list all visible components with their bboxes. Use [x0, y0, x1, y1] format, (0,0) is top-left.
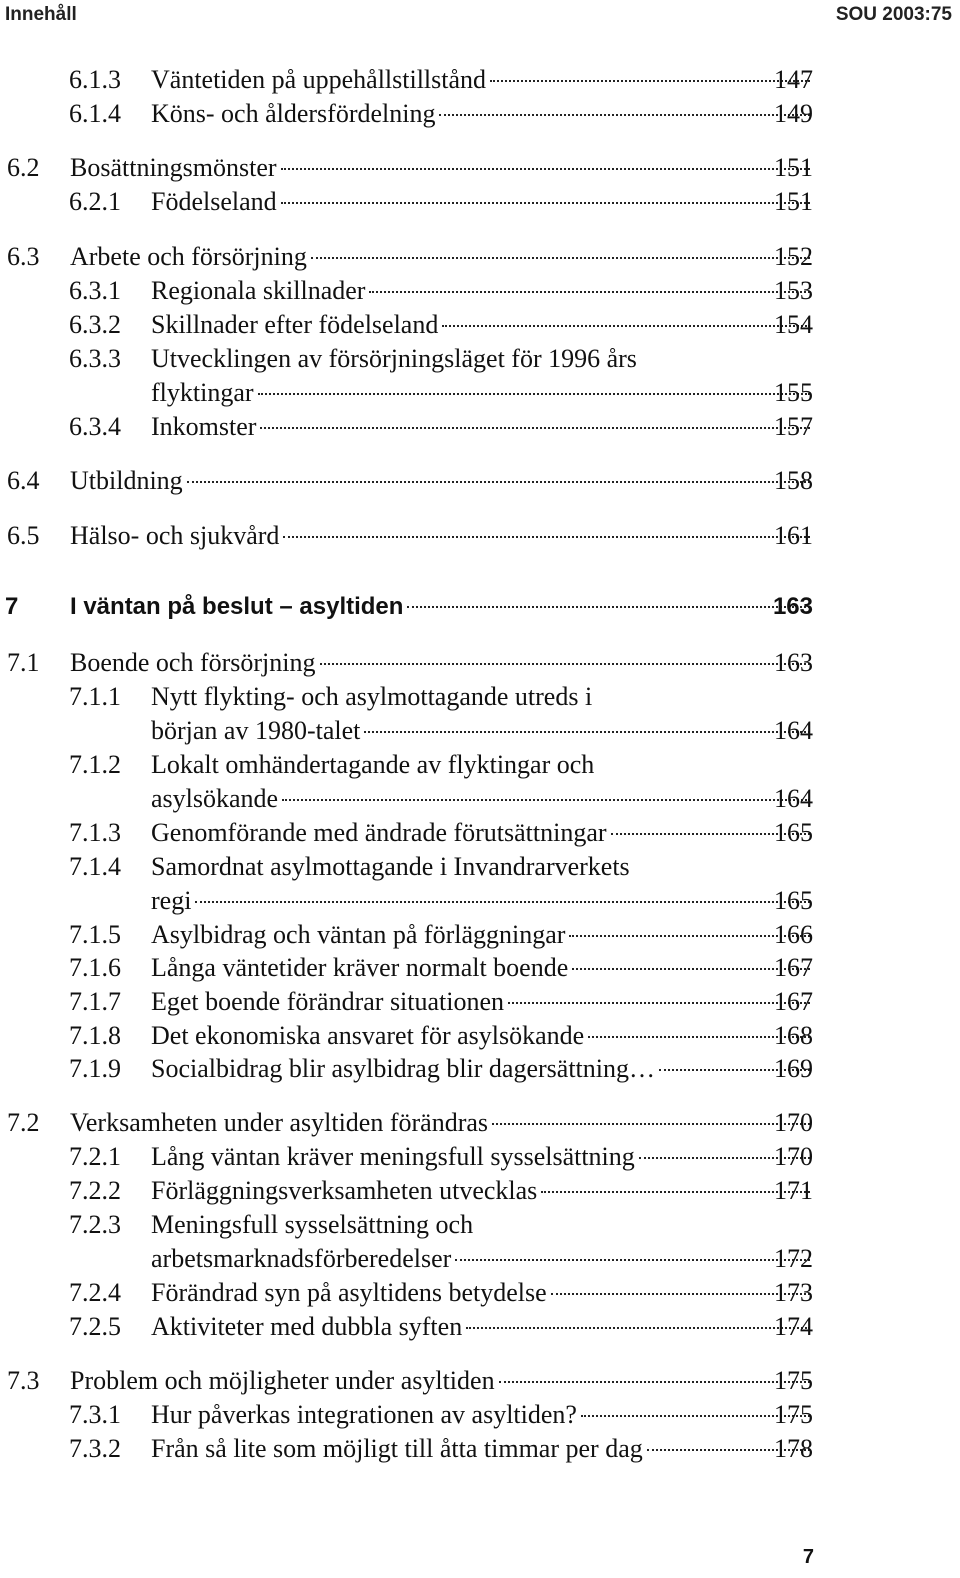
toc-entry-title: Utbildning	[70, 466, 183, 495]
toc-entry-title: Lokalt omhändertagande av flyktingar och	[151, 750, 595, 779]
toc-entry[interactable]	[0, 1208, 960, 1242]
toc-entry-page: 163	[772, 593, 813, 620]
toc-entry-page: 164	[774, 716, 813, 745]
toc-entry-page: 157	[774, 412, 813, 441]
toc-entry-page: 170	[774, 1108, 813, 1137]
toc-entry-title: Samordnat asylmottagande i Invandrarverkets	[151, 852, 630, 881]
toc-entry-number: 7.3	[7, 1366, 40, 1395]
toc-entry-page: 178	[774, 1434, 813, 1463]
toc-entry[interactable]	[0, 97, 960, 131]
toc-entry[interactable]	[0, 410, 960, 444]
toc-entry[interactable]	[0, 1310, 960, 1344]
toc-entry[interactable]	[0, 376, 960, 410]
toc-entry[interactable]	[0, 308, 960, 342]
toc-entry[interactable]	[0, 519, 960, 553]
toc-entry-number: 7.2.2	[69, 1176, 121, 1205]
dot-leader	[364, 731, 810, 733]
dot-leader	[282, 799, 810, 801]
toc-entry-page: 167	[774, 987, 813, 1016]
toc-entry-title: asylsökande	[151, 784, 279, 813]
toc-entry[interactable]	[0, 1242, 960, 1276]
toc-entry[interactable]	[0, 342, 960, 376]
toc-entry-page: 153	[774, 276, 813, 305]
toc-entry[interactable]	[0, 782, 960, 816]
toc-entry-page: 152	[774, 242, 813, 271]
toc-entry-title: Från så lite som möjligt till åtta timmar per dag	[151, 1434, 643, 1463]
toc-entry-page: 151	[774, 153, 813, 182]
toc-entry-page: 155	[774, 378, 813, 407]
toc-entry-page: 149	[774, 99, 813, 128]
toc-entry-title: Regionala skillnader	[151, 276, 366, 305]
toc-entry[interactable]	[0, 274, 960, 308]
toc-entry-number: 7.1.4	[69, 852, 121, 881]
toc-entry-title: Hur påverkas integrationen av asyltiden?	[151, 1400, 577, 1429]
running-header-section: Innehåll	[5, 4, 77, 25]
dot-leader	[187, 481, 810, 483]
toc-entry-number: 7.2	[7, 1108, 40, 1137]
toc-entry[interactable]	[0, 1398, 960, 1432]
toc-entry[interactable]	[0, 918, 960, 952]
toc-entry-number: 6.3.3	[69, 344, 121, 373]
toc-entry-title: Nytt flykting- och asylmottagande utreds i	[151, 682, 593, 711]
toc-entry[interactable]	[0, 748, 960, 782]
toc-entry[interactable]	[0, 1106, 960, 1140]
toc-entry-number: 6.1.4	[69, 99, 121, 128]
toc-entry[interactable]	[0, 240, 960, 274]
toc-entry-page: 169	[774, 1054, 813, 1083]
toc-entry-title: Socialbidrag blir asylbidrag blir dagersättning…	[151, 1054, 655, 1083]
toc-entry[interactable]	[0, 151, 960, 185]
toc-entry[interactable]	[0, 985, 960, 1019]
toc-entry[interactable]	[0, 185, 960, 219]
toc-entry-title: Köns- och åldersfördelning	[151, 99, 436, 128]
toc-entry-title: Arbete och försörjning	[70, 242, 307, 271]
toc-entry-title: Aktiviteter med dubbla syften	[151, 1312, 463, 1341]
toc-entry[interactable]	[0, 464, 960, 498]
toc-entry-title: Eget boende förändrar situationen	[151, 987, 505, 1016]
toc-entry[interactable]	[0, 1276, 960, 1310]
toc-entry-page: 165	[774, 818, 813, 847]
toc-entry-page: 161	[774, 521, 813, 550]
toc-entry-number: 6.1.3	[69, 65, 121, 94]
toc-entry-title: Lång väntan kräver meningsfull sysselsättning	[151, 1142, 635, 1171]
toc-entry-number: 7	[5, 593, 19, 620]
toc-entry-number: 6.2	[7, 153, 40, 182]
toc-entry-title: Skillnader efter födelseland	[151, 310, 439, 339]
toc-entry-title: Verksamheten under asyltiden förändras	[70, 1108, 489, 1137]
toc-entry-title: Förändrad syn på asyltidens betydelse	[151, 1278, 547, 1307]
toc-entry-number: 6.3.2	[69, 310, 121, 339]
toc-entry-title: arbetsmarknadsförberedelser	[151, 1244, 452, 1273]
toc-entry-number: 7.1.1	[69, 682, 121, 711]
toc-entry-number: 7.2.1	[69, 1142, 121, 1171]
toc-entry-page: 175	[774, 1400, 813, 1429]
toc-entry[interactable]	[0, 1174, 960, 1208]
toc-entry[interactable]	[0, 646, 960, 680]
toc-entry-page: 172	[774, 1244, 813, 1273]
toc-entry-number: 7.1	[7, 648, 40, 677]
toc-entry[interactable]	[0, 1140, 960, 1174]
toc-entry[interactable]	[0, 884, 960, 918]
toc-entry-title: I väntan på beslut – asyltiden	[70, 593, 404, 620]
dot-leader	[407, 606, 810, 608]
toc-entry[interactable]	[0, 816, 960, 850]
dot-leader	[258, 393, 810, 395]
toc-entry-title: Asylbidrag och väntan på förläggningar	[151, 920, 566, 949]
toc-entry-title: Genomförande med ändrade förutsättningar	[151, 818, 607, 847]
dot-leader	[195, 901, 810, 903]
toc-entry[interactable]	[0, 1432, 960, 1466]
toc-entry[interactable]	[0, 1052, 960, 1086]
toc-entry-title: Inkomster	[151, 412, 257, 441]
toc-entry[interactable]	[0, 63, 960, 97]
toc-entry-page: 170	[774, 1142, 813, 1171]
toc-entry-number: 7.2.3	[69, 1210, 121, 1239]
toc-entry-number: 7.3.1	[69, 1400, 121, 1429]
dot-leader	[281, 202, 810, 204]
dot-leader	[281, 168, 810, 170]
toc-entry-number: 7.3.2	[69, 1434, 121, 1463]
toc-entry-page: 151	[774, 187, 813, 216]
toc-entry-page: 167	[774, 953, 813, 982]
dot-leader	[320, 663, 810, 665]
toc-entry-page: 154	[774, 310, 813, 339]
toc-chapter-entry[interactable]	[0, 590, 960, 624]
toc-entry-number: 6.3.4	[69, 412, 121, 441]
toc-entry-title: Meningsfull sysselsättning och	[151, 1210, 474, 1239]
toc-entry-number: 7.1.2	[69, 750, 121, 779]
toc-entry-page: 164	[774, 784, 813, 813]
toc-entry-title: Förläggningsverksamheten utvecklas	[151, 1176, 538, 1205]
dot-leader	[260, 427, 810, 429]
toc-entry-page: 171	[774, 1176, 813, 1205]
dot-leader	[492, 1123, 810, 1125]
dot-leader	[508, 1002, 810, 1004]
toc-entry-title: Problem och möjligheter under asyltiden	[70, 1366, 495, 1395]
toc-entry-number: 6.2.1	[69, 187, 121, 216]
dot-leader	[490, 80, 810, 82]
toc-entry-title: Födelseland	[151, 187, 277, 216]
toc-entry-title: Hälso- och sjukvård	[70, 521, 280, 550]
toc-entry-number: 7.1.3	[69, 818, 121, 847]
toc-entry-number: 7.1.6	[69, 953, 121, 982]
toc-entry-title: Det ekonomiska ansvaret för asylsökande	[151, 1021, 585, 1050]
toc-entry-title: Boende och försörjning	[70, 648, 316, 677]
toc-entry-title: flyktingar	[151, 378, 254, 407]
toc-entry-number: 7.1.9	[69, 1054, 121, 1083]
toc-entry-title: Väntetiden på uppehållstillstånd	[151, 65, 487, 94]
toc-entry[interactable]	[0, 714, 960, 748]
toc-entry-number: 7.2.5	[69, 1312, 121, 1341]
dot-leader	[442, 325, 810, 327]
toc-entry-page: 174	[774, 1312, 813, 1341]
toc-entry-page: 165	[774, 886, 813, 915]
page-number: 7	[802, 1546, 814, 1568]
toc-entry-title: Utvecklingen av försörjningsläget för 1996 års	[151, 344, 637, 373]
toc-entry[interactable]	[0, 680, 960, 714]
toc-entry-number: 7.1.8	[69, 1021, 121, 1050]
toc-entry-title: regi	[151, 886, 192, 915]
toc-entry-page: 173	[774, 1278, 813, 1307]
toc-entry-number: 7.2.4	[69, 1278, 121, 1307]
toc-entry-page: 166	[774, 920, 813, 949]
dot-leader	[311, 257, 810, 259]
toc-entry-number: 6.5	[7, 521, 40, 550]
toc-entry-number: 6.3.1	[69, 276, 121, 305]
toc-entry[interactable]	[0, 1019, 960, 1053]
toc-entry-page: 158	[774, 466, 813, 495]
dot-leader	[283, 536, 810, 538]
dot-leader	[466, 1327, 810, 1329]
toc-entry[interactable]	[0, 951, 960, 985]
dot-leader	[455, 1259, 810, 1261]
toc-entry-title: Bosättningsmönster	[70, 153, 277, 182]
toc-entry-title: början av 1980-talet	[151, 716, 361, 745]
toc-entry-title: Långa väntetider kräver normalt boende	[151, 953, 569, 982]
toc-entry-number: 7.1.5	[69, 920, 121, 949]
dot-leader	[499, 1381, 810, 1383]
toc-entry[interactable]	[0, 850, 960, 884]
running-header-report-id: SOU 2003:75	[835, 4, 952, 25]
toc-entry-page: 168	[774, 1021, 813, 1050]
dot-leader	[439, 114, 810, 116]
toc-entry-page: 175	[774, 1366, 813, 1395]
toc-entry-number: 6.4	[7, 466, 40, 495]
toc-entry-number: 6.3	[7, 242, 40, 271]
dot-leader	[369, 291, 810, 293]
toc-entry-page: 147	[774, 65, 813, 94]
toc-entry-page: 163	[774, 648, 813, 677]
toc-entry-number: 7.1.7	[69, 987, 121, 1016]
toc-entry[interactable]	[0, 1364, 960, 1398]
